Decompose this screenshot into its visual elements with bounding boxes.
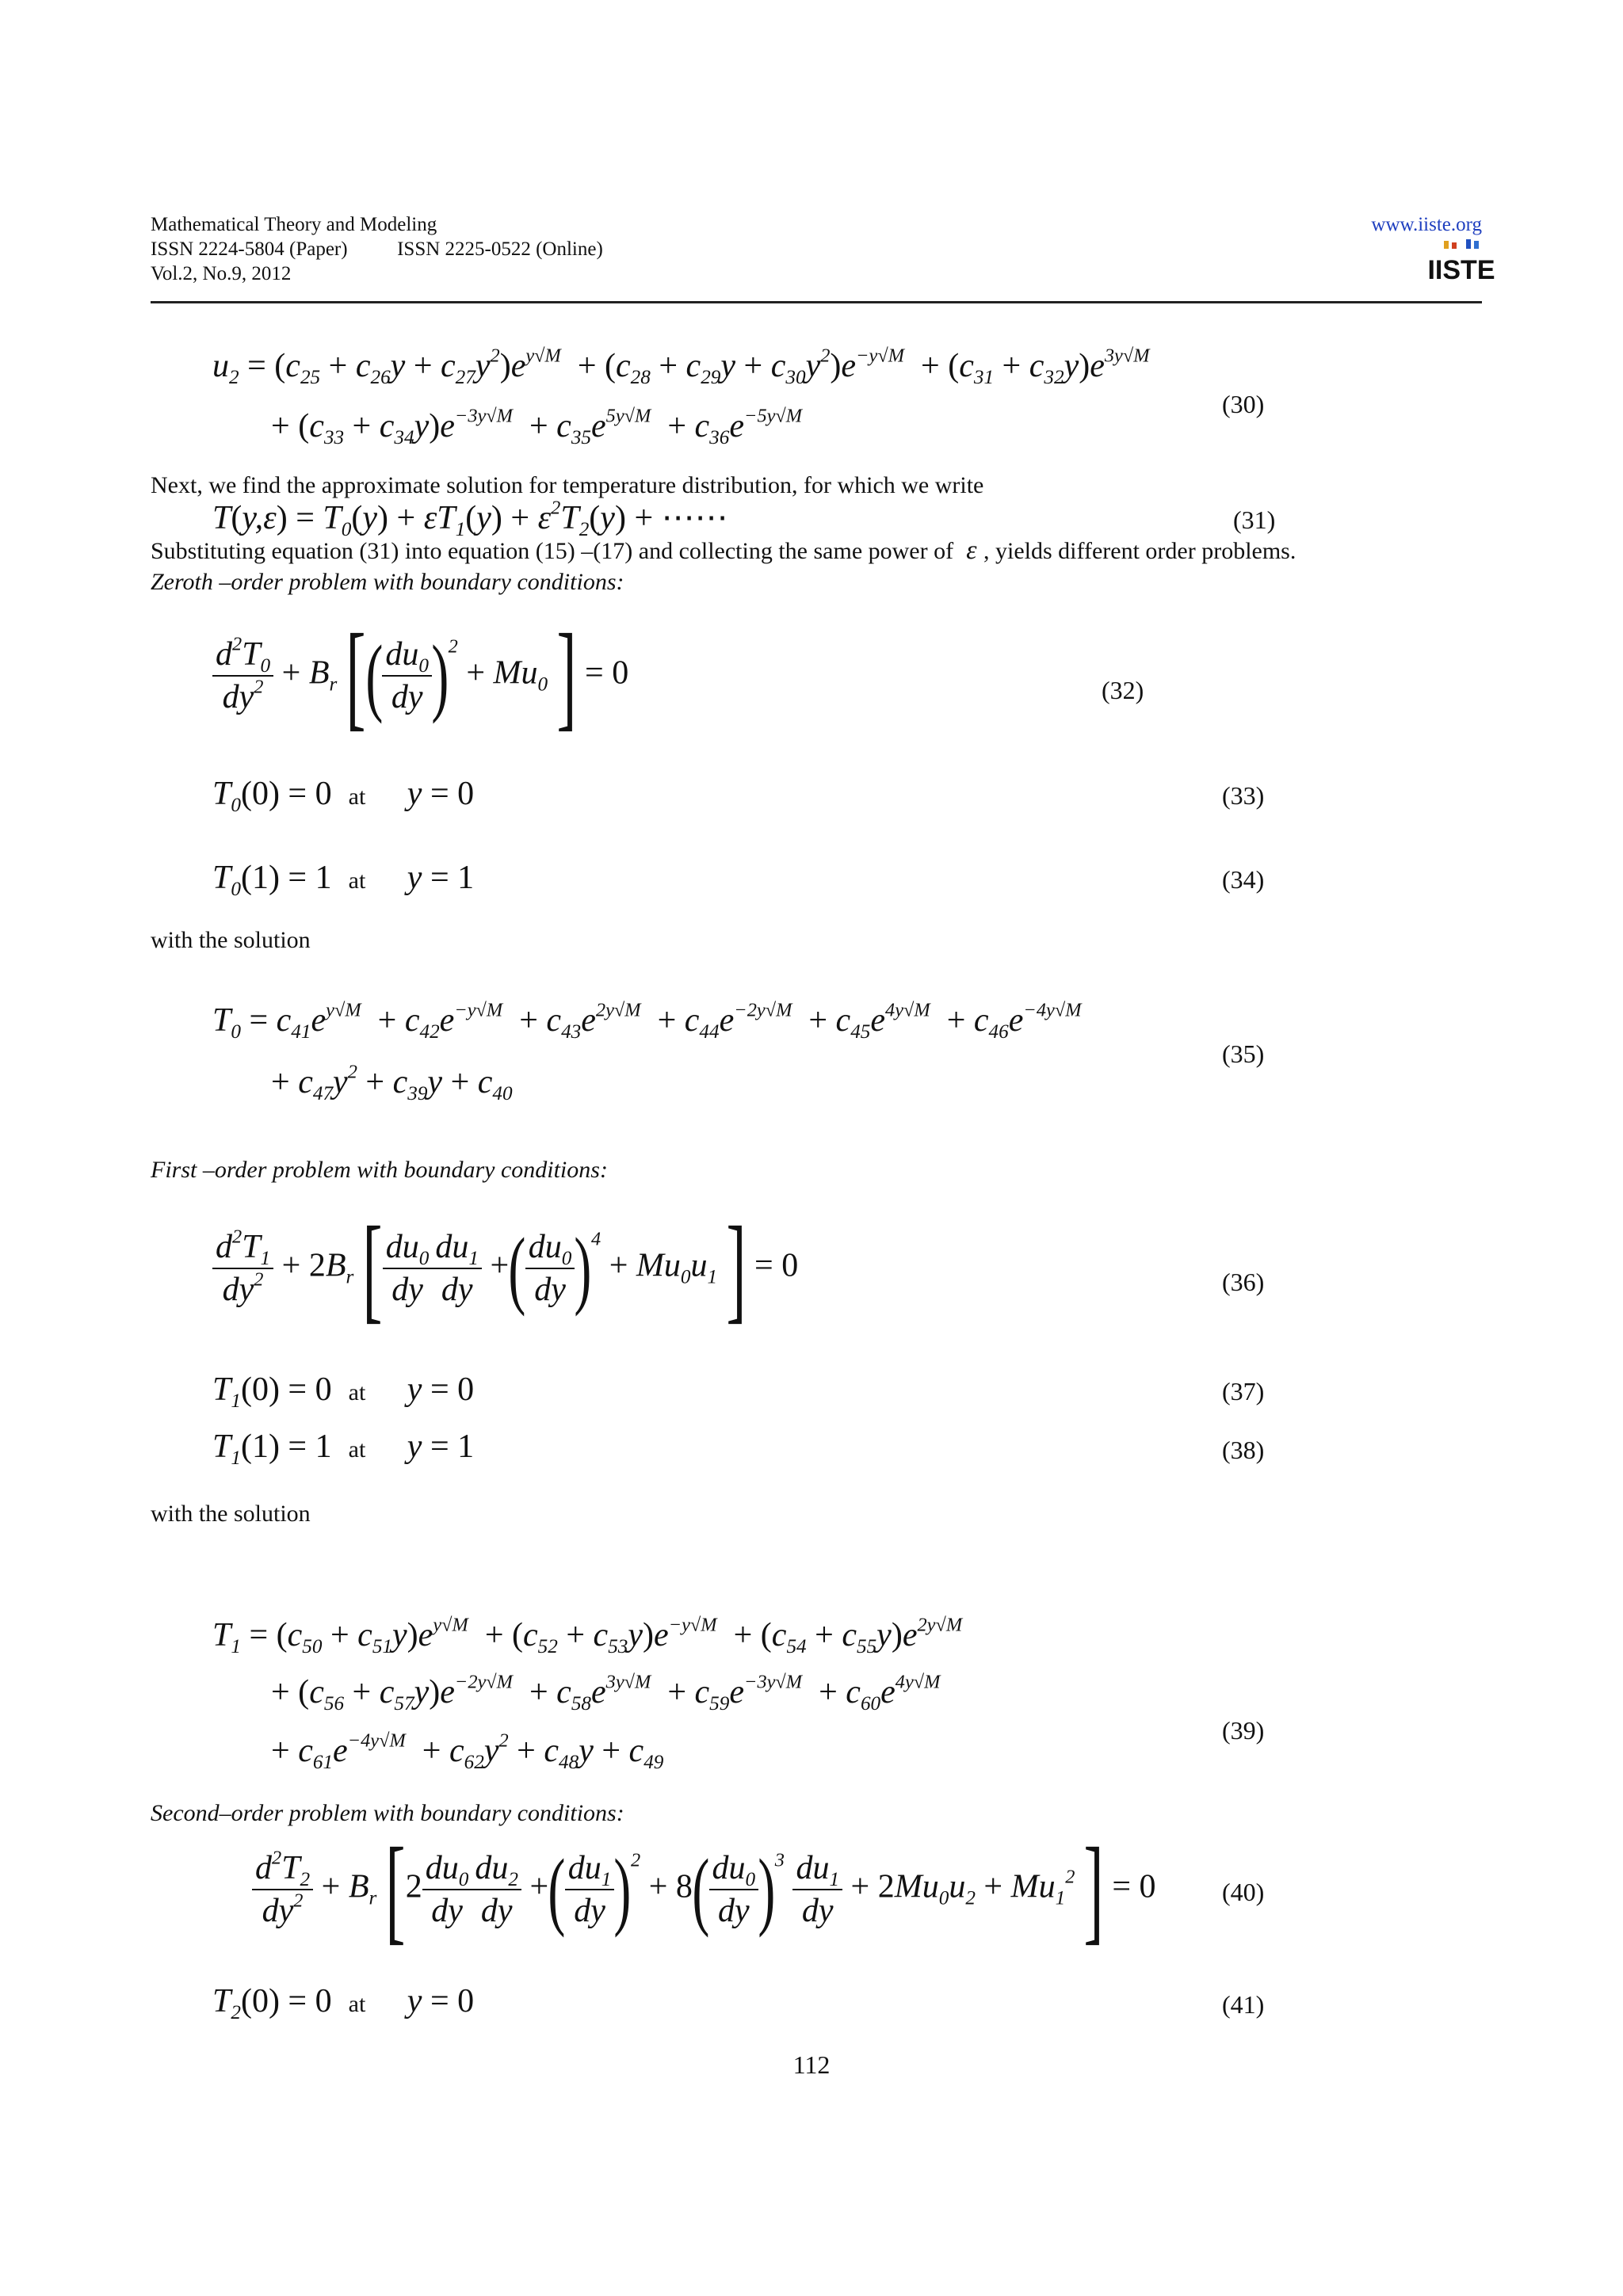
iiste-logo-icon — [1427, 239, 1495, 285]
paragraph-with-solution-1: with the solution — [151, 927, 311, 953]
heading-second-order: Second–order problem with boundary conditions: — [151, 1800, 624, 1826]
equation-35-line-2: + $c_{47}y^2 + c_{39}y + c_{40}$ — [271, 1061, 513, 1104]
equation-number-40: (40) — [1222, 1878, 1265, 1906]
heading-zeroth-order: Zeroth –order problem with boundary conditions: — [151, 569, 624, 595]
equation-38: $T_1(1) = 1$ at y = 1 — [212, 1428, 475, 1469]
equation-number-31: (31) — [1233, 505, 1276, 534]
bc-at-41: at — [348, 1991, 366, 2017]
logo-text: IISTE — [1427, 255, 1495, 285]
equation-36: $\frac{d^2T_1}{dy^2}$ + $2B_r$ [ $\frac{du_0}{dy}$ $\frac{du_1}{dy}$ +( $\frac{du_0}{dy}$ )$^4 + Mu_0u_1$ ] = 0 — [212, 1226, 798, 1310]
heading-first-order: First –order problem with boundary conditions: — [151, 1157, 608, 1183]
journal-url-link[interactable]: www.iiste.org — [1371, 214, 1482, 235]
equation-number-32: (32) — [1102, 676, 1144, 704]
bc-at-34: at — [348, 868, 366, 894]
equation-number-30: (30) — [1222, 390, 1265, 418]
equation-41: $T_2(0) = 0$ at y = 0 — [212, 1983, 475, 2023]
equation-30-line-2: + $(c_{33} + c_{34}y)e^{-3y√M} + c_{35}e^{5y√M} + c_{36}e^{-5y√M}$ — [271, 405, 803, 448]
substituting-tail: , yields different order problems. — [983, 538, 1296, 564]
paragraph-with-solution-2: with the solution — [151, 1501, 311, 1527]
bc-at-38: at — [348, 1436, 366, 1463]
substituting-text: Substituting equation (31) into equation (15) –(17) and collecting the same power of — [151, 538, 954, 564]
journal-header — [151, 212, 603, 286]
paragraph-substituting: Substituting equation (31) into equation (15) –(17) and collecting the same power of ε , yields different order problems. — [151, 536, 1296, 565]
equation-37: $T_1(0) = 0$ at y = 0 — [212, 1371, 475, 1412]
iiste-logo — [1427, 239, 1495, 285]
equation-40: $\frac{d^2T_2}{dy^2}$ + $B_r$ [2 $\frac{du_0}{dy}$ $\frac{du_2}{dy}$ +( $\frac{du_1}{dy}$ )$^2$ + 8( $\frac{du_0}{dy}$ )$^3$ $\frac{du_1}{dy}$ + $2Mu_0u_2 + Mu_1^2$ ] = 0 — [252, 1848, 1156, 1932]
equation-39-line-2: + $(c_{56} + c_{57}y)e^{-2y√M} + c_{58}e^{3y√M} + c_{59}e^{-3y√M} + c_{60}e^{4y√M}$ — [271, 1671, 941, 1714]
equation-30-line-1: $u_2 = (c_{25} + c_{26}y + c_{27}y^2)e^{y√M} + (c_{28} + c_{29}y + c_{30}y^2)e^{-y√M} + (c_{31} + c_{32}y)e^{3y√M}$ — [212, 345, 1150, 388]
page-number: 112 — [792, 2050, 831, 2079]
issn-paper: ISSN 2224-5804 (Paper) — [151, 238, 348, 260]
issn-online: ISSN 2225-0522 (Online) — [397, 238, 603, 260]
paragraph-next: Next, we find the approximate solution for temperature distribution, for which we write — [151, 472, 984, 498]
equation-31: $T(y,\varepsilon) = T_0(y) + \varepsilon T_1(y) + \varepsilon^2T_2(y)$ + ⋯⋯ — [212, 497, 728, 540]
equation-33: $T_0(0) = 0$ at y = 0 — [212, 776, 475, 816]
equation-39-line-3: + $c_{61}e^{-4y√M} + c_{62}y^2 + c_{48}y + c_{49}$ — [271, 1730, 664, 1773]
equation-35-line-1: $T_0 = c_{41}e^{y√M} + c_{42}e^{-y√M} + c_{43}e^{2y√M} + c_{44}e^{-2y√M} + c_{45}e^{4y√M} + c_{46}e^{-4y√M}$ — [212, 999, 1082, 1043]
bc-at-33: at — [348, 784, 366, 810]
equation-32: $\frac{d^2T_0}{dy^2}$ + $B_r$ [( $\frac{du_0}{dy}$ )$^2 + Mu_0$ ] = 0 — [212, 634, 628, 718]
bc-at-37: at — [348, 1379, 366, 1405]
equation-number-37: (37) — [1222, 1377, 1265, 1405]
equation-number-33: (33) — [1222, 781, 1265, 810]
equation-number-38: (38) — [1222, 1436, 1265, 1464]
volume-info: Vol.2, No.9, 2012 — [151, 263, 292, 284]
equation-number-36: (36) — [1222, 1268, 1265, 1296]
journal-title: Mathematical Theory and Modeling — [151, 214, 437, 235]
issn-line — [151, 237, 603, 261]
equation-39-line-1: $T_1 = (c_{50} + c_{51}y)e^{y√M} + (c_{52} + c_{53}y)e^{-y√M} + (c_{54} + c_{55}y)e^{2y√M}$ — [212, 1614, 963, 1657]
equation-number-41: (41) — [1222, 1990, 1265, 2019]
equation-number-35: (35) — [1222, 1039, 1265, 1068]
equation-number-34: (34) — [1222, 865, 1265, 894]
equation-34: $T_0(1) = 1$ at y = 1 — [212, 860, 475, 900]
equation-number-39: (39) — [1222, 1716, 1265, 1745]
header-rule — [151, 301, 1482, 303]
